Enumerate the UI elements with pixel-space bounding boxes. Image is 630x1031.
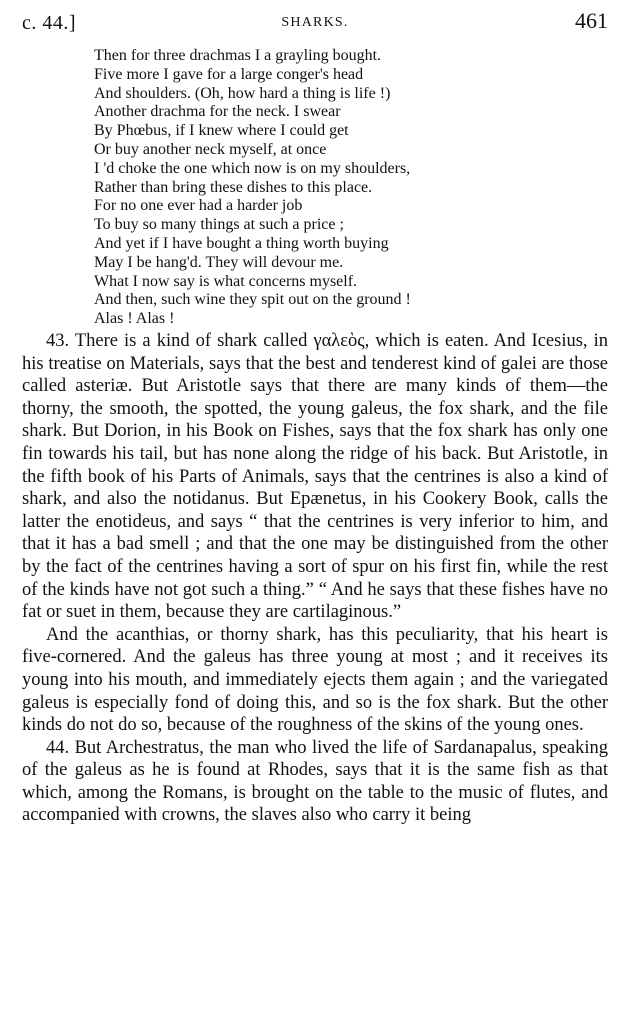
chapter-reference: c. 44.] bbox=[22, 12, 77, 34]
book-page bbox=[22, 0, 608, 1031]
verse-line: Another drachma for the neck. I swear bbox=[94, 103, 341, 121]
verse-line: What I now say is what concerns myself. bbox=[94, 272, 358, 290]
verse-line: And yet if I have bought a thing worth buying bbox=[94, 234, 389, 252]
verse-line: I 'd choke the one which now is on my shoulders, bbox=[94, 159, 411, 177]
verse-line: Then for three drachmas I a grayling bought. bbox=[94, 47, 382, 64]
paragraph-43: 43. There is a kind of shark called γαλεὸς, which is eaten. And Icesius, in his treatise on Materials, says that the best and tenderest kind of galei are those called asteriæ. But Aristotle says that there are many kinds of them—the thorny, the smooth, the spotted, the young galeus, the fox shark, and the file shark. But Dorion, in his Book on Fishes, says that the fox shark has only one fin towards his tail, but has none along the ridge of his back. But Aristotle, in the fifth book of his Parts of Animals, says that the centrines is also a kind of shark, and also the notidanus. But Epænetus, in his Cookery Book, calls the latter the enotideus, and says “ that the centrines is very inferior to him, and that it has a bad smell ; and that the one may be distinguished from the other by the fact of the centrines having a sort of spur on his first fin, while the rest of the kinds have not got such a thing.” “ And he says that these fishes have no fat or suet in them, because they are cartilaginous.” bbox=[22, 331, 608, 623]
verse-quotation bbox=[94, 47, 411, 329]
paragraph-44: 44. But Archestratus, the man who lived the life of Sardanapalus, speaking of the galeus as he is found at Rhodes, says that it is the same fish as that which, among the Romans, is brought on the table to the music of flutes, and accompanied with crowns, the slaves also who carry it being bbox=[22, 737, 608, 826]
verse-line: For no one ever had a harder job bbox=[94, 197, 303, 215]
verse-line: By Phœbus, if I knew where I could get bbox=[94, 122, 349, 140]
running-title: SHARKS. bbox=[281, 15, 349, 30]
paragraph-acanthias: And the acanthias, or thorny shark, has this peculiarity, that his heart is five-cornered. And the galeus has three young at most ; and it receives its young into his mouth, and immediately ejects them again ; and the variegated galeus is especially fond of doing this, and so is the fox shark. But the other kinds do not do so, because of the roughness of the skins of the young ones. bbox=[22, 624, 608, 736]
page-number: 461 bbox=[575, 8, 608, 33]
running-header bbox=[22, 6, 608, 38]
verse-line: And shoulders. (Oh, how hard a thing is life !) bbox=[94, 84, 391, 102]
verse-line: Rather than bring these dishes to this place. bbox=[94, 178, 373, 196]
verse-line: Five more I gave for a large conger's head bbox=[94, 65, 364, 83]
verse-line: To buy so many things at such a price ; bbox=[94, 216, 344, 234]
verse-line: Or buy another neck myself, at once bbox=[94, 140, 327, 158]
body-text bbox=[22, 330, 608, 827]
verse-line: Alas ! Alas ! bbox=[94, 310, 175, 328]
verse-line: And then, such wine they spit out on the ground ! bbox=[94, 291, 411, 309]
verse-line: May I be hang'd. They will devour me. bbox=[94, 253, 344, 271]
